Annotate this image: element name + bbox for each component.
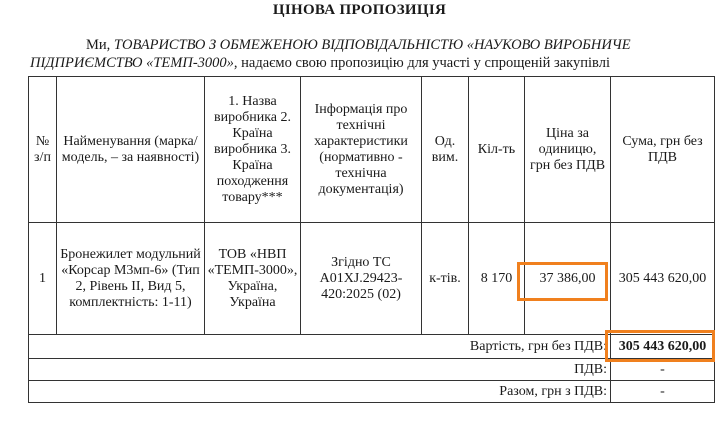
header-num: № з/п xyxy=(29,77,57,223)
total-gross-label: Разом, грн з ПДВ: xyxy=(29,381,611,403)
header-qty: Кіл-ть xyxy=(469,77,525,223)
intro-prefix: Ми, xyxy=(86,37,114,53)
total-vat-value: - xyxy=(611,359,715,381)
row-manufacturer: ТОВ «НВП «ТЕМП-3000», Україна, Україна xyxy=(205,223,301,335)
intro-suffix: , надаємо свою пропозицію для участі у спрощеній закупівлі xyxy=(233,55,610,71)
row-sum: 305 443 620,00 xyxy=(611,223,715,335)
header-name: Найменування (марка/модель, – за наявності) xyxy=(57,77,205,223)
header-price: Ціна за одиницю, грн без ПДВ xyxy=(525,77,611,223)
header-sum: Сума, грн без ПДВ xyxy=(611,77,715,223)
row-unit: к-тів. xyxy=(422,223,469,335)
intro-paragraph xyxy=(30,36,710,72)
header-unit: Од. вим. xyxy=(422,77,469,223)
page-title: ЦІНОВА ПРОПОЗИЦІЯ xyxy=(272,2,447,18)
total-net-value: 305 443 620,00 xyxy=(611,335,715,359)
total-gross-value: - xyxy=(611,381,715,403)
total-vat-label: ПДВ: xyxy=(29,359,611,381)
row-name: Бронежилет модульний «Корсар М3мп-6» (Тип 2, Рівень II, Вид 5, комплектність: 1-11) xyxy=(57,223,205,335)
row-qty: 8 170 xyxy=(469,223,525,335)
header-manufacturer: 1. Назва виробника 2. Країна виробника 3. Країна походження товару*** xyxy=(205,77,301,223)
row-tech: Згідно ТС А01ХJ.29423-420:2025 (02) xyxy=(301,223,422,335)
table-row xyxy=(29,223,715,335)
total-net-label: Вартість, грн без ПДВ: xyxy=(29,335,611,359)
total-highlight-box xyxy=(605,330,715,362)
row-num: 1 xyxy=(29,223,57,335)
intro-company: ТОВАРИСТВО З ОБМЕЖЕНОЮ ВІДПОВІДАЛЬНІСТЮ «НАУКОВО ВИРОБНИЧЕ ПІДПРИЄМСТВО «ТЕМП-3000» xyxy=(30,37,631,71)
total-row-gross xyxy=(29,381,715,403)
header-tech: Інформація про технічні характеристики (нормативно - технічна документація) xyxy=(301,77,422,223)
price-highlight-box xyxy=(517,262,608,301)
row-price: 37 386,00 xyxy=(525,223,611,335)
header-row xyxy=(29,77,715,223)
